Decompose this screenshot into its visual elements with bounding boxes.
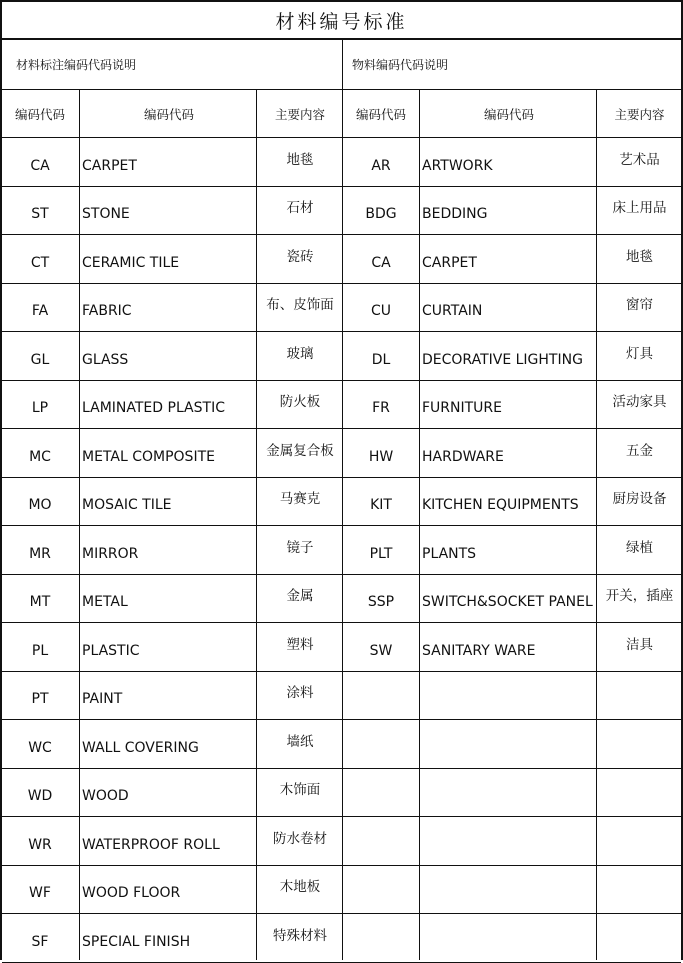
- cell-left-desc: 墙纸: [286, 733, 314, 750]
- cell-left-name: STONE: [82, 206, 130, 223]
- cell-right-desc: [598, 817, 681, 865]
- header-left-desc: 主要内容: [274, 106, 325, 122]
- cell-right-desc: [598, 672, 681, 720]
- cell-left-code: MC: [29, 448, 51, 465]
- cell-left-name: WATERPROOF ROLL: [82, 836, 220, 853]
- header-right-desc: 主要内容: [614, 106, 665, 122]
- cell-right-desc: 绿植: [626, 539, 653, 556]
- header-left-code: 编码代码: [14, 106, 65, 122]
- cell-right-code: [343, 769, 419, 817]
- cell-right-code: HW: [368, 448, 394, 465]
- cell-right-name: SWITCH&SOCKET PANEL: [422, 594, 593, 611]
- cell-right-desc: 开关，插座: [605, 588, 674, 605]
- cell-left-desc: 木饰面: [279, 782, 321, 799]
- cell-left-name: PLASTIC: [82, 642, 140, 659]
- cell-left-name: PAINT: [82, 691, 123, 708]
- cell-right-name: [422, 769, 596, 817]
- cell-left-code: ST: [31, 206, 49, 223]
- cell-left-desc: 玻璃: [286, 345, 314, 362]
- cell-left-desc: 防火板: [279, 394, 321, 411]
- cell-left-desc: 金属: [286, 588, 314, 605]
- header-right-code: 编码代码: [355, 106, 406, 122]
- cell-right-name: CURTAIN: [422, 303, 483, 320]
- cell-right-name: KITCHEN EQUIPMENTS: [422, 497, 579, 514]
- cell-left-name: WOOD FLOOR: [82, 885, 181, 902]
- cell-right-code: CA: [371, 254, 391, 271]
- cell-left-code: CA: [30, 157, 50, 174]
- center-divider: [342, 40, 343, 960]
- cell-right-desc: 灯具: [626, 345, 653, 362]
- cell-right-code: KIT: [370, 497, 392, 514]
- cell-left-name: FABRIC: [82, 303, 132, 320]
- cell-left-code: LP: [31, 400, 49, 417]
- cell-left-name: MOSAIC TILE: [82, 497, 172, 514]
- cell-right-name: DECORATIVE LIGHTING: [422, 351, 583, 368]
- col-divider-3: [419, 90, 420, 960]
- cell-right-desc: [598, 720, 681, 768]
- cell-left-desc: 金属复合板: [266, 442, 334, 459]
- cell-left-desc: 马赛克: [279, 491, 321, 508]
- cell-right-code: FR: [372, 400, 390, 417]
- col-divider-1: [79, 90, 80, 960]
- cell-right-desc: 地毯: [626, 248, 653, 265]
- section-right-label: 物料编码代码说明: [352, 58, 449, 72]
- header-right-name: 编码代码: [483, 106, 534, 122]
- cell-left-code: WR: [28, 836, 52, 853]
- cell-right-name: [422, 817, 596, 865]
- cell-left-code: FA: [31, 303, 49, 320]
- cell-left-name: METAL COMPOSITE: [82, 448, 215, 465]
- cell-right-name: [422, 720, 596, 768]
- cell-left-desc: 涂料: [286, 685, 314, 702]
- cell-left-code: WF: [29, 885, 51, 902]
- cell-right-code: [343, 866, 419, 914]
- cell-right-name: [422, 672, 596, 720]
- cell-right-code: SW: [369, 642, 393, 659]
- cell-left-desc: 木地板: [279, 879, 321, 896]
- cell-right-code: [343, 672, 419, 720]
- cell-left-name: CARPET: [82, 157, 137, 174]
- cell-left-name: CERAMIC TILE: [82, 254, 180, 271]
- cell-right-name: PLANTS: [422, 545, 477, 562]
- cell-right-name: CARPET: [422, 254, 477, 271]
- cell-left-name: SPECIAL FINISH: [82, 933, 191, 950]
- cell-left-code: WC: [28, 739, 52, 756]
- cell-right-code: [343, 720, 419, 768]
- col-divider-2: [256, 90, 257, 960]
- cell-left-code: CT: [30, 254, 50, 271]
- cell-right-name: HARDWARE: [422, 448, 504, 465]
- cell-left-desc: 特殊材料: [273, 927, 327, 944]
- cell-right-desc: [598, 769, 681, 817]
- cell-left-code: PT: [31, 691, 49, 708]
- cell-left-desc: 布、皮饰面: [266, 297, 334, 314]
- cell-right-desc: 窗帘: [626, 297, 653, 314]
- page-title: 材料编号标准: [2, 0, 681, 40]
- cell-right-code: BDG: [365, 206, 397, 223]
- cell-right-name: [422, 866, 596, 914]
- cell-left-desc: 瓷砖: [286, 248, 314, 265]
- cell-right-code: AR: [371, 157, 391, 174]
- cell-left-code: MR: [29, 545, 51, 562]
- cell-left-code: GL: [30, 351, 50, 368]
- cell-left-code: SF: [31, 933, 49, 950]
- cell-left-name: GLASS: [82, 351, 129, 368]
- cell-right-name: SANITARY WARE: [422, 642, 536, 659]
- cell-right-code: SSP: [367, 594, 395, 611]
- cell-right-desc: 五金: [626, 442, 653, 459]
- cell-right-desc: [598, 866, 681, 914]
- section-left-label: 材料标注编码代码说明: [16, 58, 137, 72]
- cell-right-name: BEDDING: [422, 206, 488, 223]
- cell-right-code: PLT: [369, 545, 393, 562]
- cell-right-desc: 洁具: [626, 636, 653, 653]
- cell-left-code: MO: [28, 497, 52, 514]
- cell-left-name: LAMINATED PLASTIC: [82, 400, 225, 417]
- cell-right-code: DL: [371, 351, 391, 368]
- cell-left-desc: 防水卷材: [273, 830, 327, 847]
- cell-right-desc: [598, 914, 681, 962]
- cell-right-desc: 床上用品: [612, 200, 667, 217]
- header-left-name: 编码代码: [143, 106, 194, 122]
- cell-left-name: MIRROR: [82, 545, 139, 562]
- cell-left-name: METAL: [82, 594, 128, 611]
- cell-right-name: FURNITURE: [422, 400, 503, 417]
- cell-left-desc: 地毯: [286, 151, 314, 168]
- cell-right-code: [343, 817, 419, 865]
- cell-right-desc: 活动家具: [612, 394, 667, 411]
- cell-left-code: WD: [27, 788, 53, 805]
- cell-right-desc: 厨房设备: [612, 491, 667, 508]
- cell-left-desc: 塑料: [286, 636, 314, 653]
- col-divider-4: [596, 90, 597, 960]
- cell-right-name: ARTWORK: [422, 157, 493, 174]
- cell-left-name: WALL COVERING: [82, 739, 199, 756]
- cell-right-code: [343, 914, 419, 962]
- cell-left-code: PL: [31, 642, 49, 659]
- cell-right-desc: 艺术品: [619, 151, 660, 168]
- cell-right-code: CU: [370, 303, 392, 320]
- cell-left-desc: 镜子: [286, 539, 314, 556]
- cell-right-name: [422, 914, 596, 962]
- cell-left-name: WOOD: [82, 788, 129, 805]
- cell-left-code: MT: [29, 594, 51, 611]
- cell-left-desc: 石材: [286, 200, 314, 217]
